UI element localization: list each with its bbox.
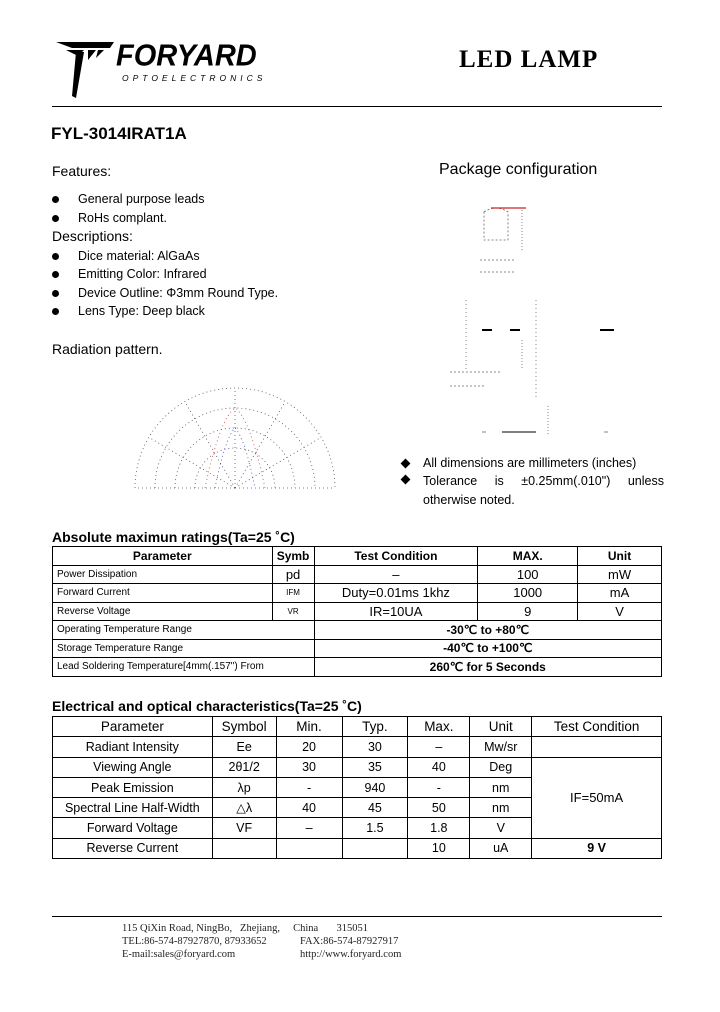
description-item: Emitting Color: Infrared (52, 267, 207, 281)
description-item: Device Outline: Φ3mm Round Type. (52, 286, 278, 300)
table-row (53, 584, 662, 603)
unit-cell: V (578, 602, 662, 621)
table-row (53, 565, 662, 584)
max-cell: 10 (408, 838, 470, 858)
description-item: Lens Type: Deep black (52, 304, 205, 318)
col-header: MAX. (478, 547, 578, 566)
feature-item: General purpose leads (52, 192, 204, 206)
param-cell: Spectral Line Half-Width (53, 798, 213, 818)
param-cell: Forward Voltage (53, 818, 213, 838)
table-row (53, 737, 662, 757)
condition-cell (532, 737, 662, 757)
logo-mark-icon (54, 38, 116, 100)
descriptions-heading: Descriptions: (52, 228, 133, 244)
max-cell: 1000 (478, 584, 578, 603)
param-cell: Lead Soldering Temperature[4mm(.157") From (53, 658, 315, 677)
typ-cell: 35 (342, 757, 408, 777)
header-rule (52, 106, 662, 107)
typ-cell (342, 838, 408, 858)
table-row (53, 757, 662, 777)
condition-cell: 9 V (532, 838, 662, 858)
package-drawing (436, 200, 626, 440)
param-cell: Power Dissipation (53, 565, 273, 584)
min-cell: 20 (276, 737, 342, 757)
typ-cell: 30 (342, 737, 408, 757)
param-cell: Storage Temperature Range (53, 639, 315, 658)
footer-rule (52, 916, 662, 917)
bullet-icon (52, 271, 59, 278)
part-number: FYL-3014IRAT1A (51, 124, 187, 143)
max-cell: 50 (408, 798, 470, 818)
diamond-bullet-icon (401, 459, 411, 469)
unit-cell: uA (470, 838, 532, 858)
col-header: Test Condition (532, 717, 662, 737)
symbol-cell (212, 838, 276, 858)
symbol-cell: pd (272, 565, 314, 584)
table-row (53, 658, 662, 677)
package-note: All dimensions are millimeters (inches) (402, 456, 662, 470)
typ-cell: 1.5 (342, 818, 408, 838)
col-header: Parameter (53, 547, 273, 566)
bullet-icon (52, 308, 59, 315)
package-note: Tolerance is ±0.25mm(.010") unless otherwise noted. (402, 472, 664, 510)
min-cell: 30 (276, 757, 342, 777)
max-cell: 9 (478, 602, 578, 621)
footer-email[interactable]: E-mail:sales@foryard.com (122, 949, 236, 960)
package-heading: Package configuration (439, 161, 598, 178)
col-header: Symb (272, 547, 314, 566)
param-cell: Viewing Angle (53, 757, 213, 777)
condition-cell: Duty=0.01ms 1khz (314, 584, 478, 603)
max-cell: 1.8 (408, 818, 470, 838)
typ-cell: 940 (342, 777, 408, 797)
max-cell: 40 (408, 757, 470, 777)
unit-cell: mW (578, 565, 662, 584)
table-row (53, 639, 662, 658)
document-title: LED LAMP (459, 46, 599, 73)
param-cell: Peak Emission (53, 777, 213, 797)
description-item: Dice material: AlGaAs (52, 249, 200, 263)
symbol-cell: 2θ1/2 (212, 757, 276, 777)
company-logo (54, 38, 274, 100)
value-cell: -30℃ to +80℃ (314, 621, 661, 640)
col-header: Unit (578, 547, 662, 566)
unit-cell: nm (470, 798, 532, 818)
unit-cell: V (470, 818, 532, 838)
unit-cell: Mw/sr (470, 737, 532, 757)
shared-condition-cell: IF=50mA (532, 757, 662, 838)
condition-cell: – (314, 565, 478, 584)
radiation-heading: Radiation pattern. (52, 341, 163, 357)
col-header: Symbol (212, 717, 276, 737)
bullet-icon (52, 253, 59, 260)
table-row (53, 602, 662, 621)
bullet-icon (52, 290, 59, 297)
col-header: Parameter (53, 717, 213, 737)
table-row (53, 621, 662, 640)
abs-ratings-table (52, 546, 662, 677)
param-cell: Reverse Voltage (53, 602, 273, 621)
max-cell: 100 (478, 565, 578, 584)
col-header: Min. (276, 717, 342, 737)
col-header: Test Condition (314, 547, 478, 566)
footer-tel: TEL:86-574-87927870, 87933652 (122, 936, 267, 947)
eo-chars-title: Electrical and optical characteristics(Ta=25 ˚C) (52, 698, 362, 714)
footer-fax: FAX:86-574-87927917 (300, 936, 399, 947)
max-cell: – (408, 737, 470, 757)
features-heading: Features: (52, 163, 112, 179)
table-header-row (53, 717, 662, 737)
param-cell: Reverse Current (53, 838, 213, 858)
eo-chars-table (52, 716, 662, 859)
radiation-pattern-figure (120, 378, 350, 513)
symbol-cell: IFM (272, 584, 314, 603)
symbol-cell: λp (212, 777, 276, 797)
min-cell: – (276, 818, 342, 838)
bullet-icon (52, 196, 59, 203)
max-cell: - (408, 777, 470, 797)
condition-cell: IR=10UA (314, 602, 478, 621)
param-cell: Forward Current (53, 584, 273, 603)
table-row (53, 838, 662, 858)
param-cell: Radiant Intensity (53, 737, 213, 757)
min-cell: - (276, 777, 342, 797)
col-header: Unit (470, 717, 532, 737)
brand-name: FORYARD (116, 39, 257, 73)
min-cell: 40 (276, 798, 342, 818)
unit-cell: nm (470, 777, 532, 797)
typ-cell: 45 (342, 798, 408, 818)
col-header: Max. (408, 717, 470, 737)
symbol-cell: VF (212, 818, 276, 838)
feature-item: RoHs complant. (52, 211, 167, 225)
abs-ratings-title: Absolute maximun ratings(Ta=25 ˚C) (52, 529, 295, 545)
unit-cell: mA (578, 584, 662, 603)
min-cell (276, 838, 342, 858)
footer-website[interactable]: http://www.foryard.com (300, 949, 402, 960)
unit-cell: Deg (470, 757, 532, 777)
symbol-cell: Ee (212, 737, 276, 757)
value-cell: -40℃ to +100℃ (314, 639, 661, 658)
symbol-cell: VR (272, 602, 314, 621)
param-cell: Operating Temperature Range (53, 621, 315, 640)
bullet-icon (52, 215, 59, 222)
value-cell: 260℃ for 5 Seconds (314, 658, 661, 677)
col-header: Typ. (342, 717, 408, 737)
brand-subtitle: OPTOELECTRONICS (122, 73, 267, 83)
table-header-row (53, 547, 662, 566)
footer-address: 115 QiXin Road, NingBo, Zhejiang, China 315051 (122, 923, 369, 934)
symbol-cell: △λ (212, 798, 276, 818)
diamond-bullet-icon (401, 475, 411, 485)
